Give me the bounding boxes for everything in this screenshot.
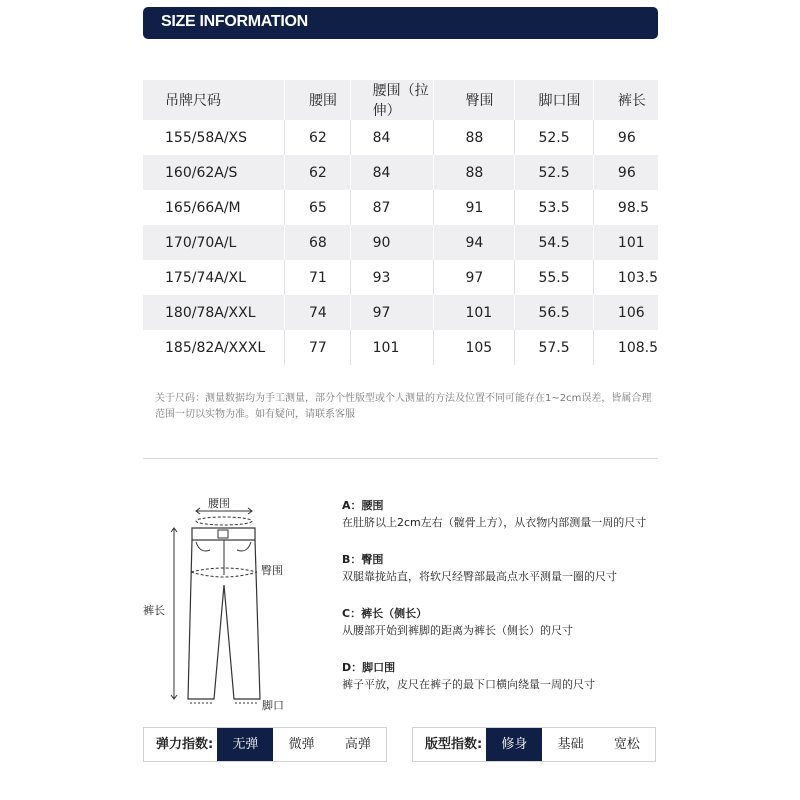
measure-waist [342, 497, 672, 530]
cell-waist-stretch: 87 [350, 190, 434, 225]
cell-hip: 88 [434, 120, 515, 155]
cell-hem: 52.5 [515, 120, 593, 155]
cell-waist: 62 [284, 155, 350, 190]
cell-size: 175/74A/XL [165, 269, 246, 286]
cell-hip: 101 [434, 295, 515, 330]
table-header-row [143, 80, 658, 120]
cell-waist: 77 [284, 330, 350, 365]
elasticity-label: 弹力指数: [156, 737, 214, 752]
elasticity-option-none: 无弹 [217, 728, 273, 761]
cell-length: 108.5 [593, 330, 658, 365]
cell-size: 165/66A/M [165, 199, 241, 216]
measure-title: A：腰围 [342, 499, 384, 512]
cell-hem: 56.5 [515, 295, 593, 330]
measure-desc: 双腿靠拢站直，将软尺经臀部最高点水平测量一圈的尺寸 [342, 570, 617, 583]
cell-length: 98.5 [593, 190, 658, 225]
pants-diagram [140, 490, 300, 715]
header-waist: 腰围 [284, 80, 350, 120]
measure-desc: 从腰部开始到裤脚的距离为裤长（侧长）的尺寸 [342, 624, 573, 637]
elasticity-option-slight: 微弹 [288, 737, 315, 752]
cell-waist: 65 [284, 190, 350, 225]
cell-length: 96 [593, 120, 658, 155]
size-note: 关于尺码：测量数据均为手工测量，部分个性版型或个人测量的方法及位置不同可能存在1~2cm误差，皆属合理范围一切以实物为准。如有疑问，请联系客服 [155, 393, 652, 420]
cell-waist-stretch: 101 [350, 330, 434, 365]
measure-title: B：臀围 [342, 553, 384, 566]
cell-hem: 57.5 [515, 330, 593, 365]
cell-hip: 94 [434, 225, 515, 260]
cell-hem: 54.5 [515, 225, 593, 260]
measure-hem [342, 659, 672, 692]
measure-desc: 裤子平放，皮尺在裤子的最下口横向绕量一周的尺寸 [342, 678, 595, 691]
measure-desc: 在肚脐以上2cm左右（髋骨上方），从衣物内部测量一周的尺寸 [342, 516, 647, 529]
measure-length [342, 605, 672, 638]
header-length: 裤长 [593, 80, 658, 120]
size-info-banner [143, 7, 658, 39]
cell-length: 96 [593, 155, 658, 190]
cell-waist-stretch: 84 [350, 120, 434, 155]
fit-option-loose: 宽松 [613, 737, 640, 752]
elasticity-scale [143, 727, 387, 762]
fit-option-slim: 修身 [486, 728, 542, 761]
elasticity-option-high: 高弹 [344, 737, 371, 752]
section-divider [143, 458, 658, 459]
table-row [143, 225, 658, 260]
cell-waist-stretch: 93 [350, 260, 434, 295]
fit-option-regular: 基础 [557, 737, 584, 752]
cell-waist: 68 [284, 225, 350, 260]
measure-title: C：裤长（侧长） [342, 607, 428, 620]
table-row [143, 295, 658, 330]
cell-hip: 105 [434, 330, 515, 365]
measure-title: D：脚口围 [342, 661, 396, 674]
table-row [143, 330, 658, 365]
cell-hem: 53.5 [515, 190, 593, 225]
diagram-label-length: 裤长 [143, 604, 165, 617]
cell-length: 106 [593, 295, 658, 330]
banner-title: SIZE INFORMATION [161, 13, 308, 30]
cell-waist-stretch: 90 [350, 225, 434, 260]
table-row [143, 120, 658, 155]
header-size: 吊牌尺码 [165, 93, 221, 109]
cell-length: 103.5 [593, 260, 658, 295]
cell-hip: 97 [434, 260, 515, 295]
cell-hem: 55.5 [515, 260, 593, 295]
cell-size: 180/78A/XXL [165, 304, 256, 321]
measurement-guide [342, 497, 672, 713]
size-table [143, 80, 658, 365]
table-row [143, 190, 658, 225]
diagram-label-waist: 腰围 [208, 497, 230, 510]
cell-size: 185/82A/XXXL [165, 339, 266, 356]
cell-waist: 71 [284, 260, 350, 295]
cell-waist: 74 [284, 295, 350, 330]
cell-hip: 91 [434, 190, 515, 225]
diagram-label-hem: 脚口 [262, 699, 284, 712]
cell-hip: 88 [434, 155, 515, 190]
cell-length: 101 [593, 225, 658, 260]
cell-hem: 52.5 [515, 155, 593, 190]
header-hem: 脚口围 [515, 80, 593, 120]
cell-waist: 62 [284, 120, 350, 155]
table-row [143, 155, 658, 190]
cell-waist-stretch: 84 [350, 155, 434, 190]
header-hip: 臀围 [434, 80, 515, 120]
cell-size: 170/70A/L [165, 234, 237, 251]
cell-waist-stretch: 97 [350, 295, 434, 330]
diagram-label-hip: 臀围 [261, 564, 283, 577]
table-row [143, 260, 658, 295]
cell-size: 155/58A/XS [165, 129, 248, 146]
cell-size: 160/62A/S [165, 164, 238, 181]
fit-scale [412, 727, 656, 762]
fit-label: 版型指数: [425, 737, 483, 752]
measure-hip [342, 551, 672, 584]
header-waist-stretch: 腰围（拉伸） [350, 80, 434, 120]
